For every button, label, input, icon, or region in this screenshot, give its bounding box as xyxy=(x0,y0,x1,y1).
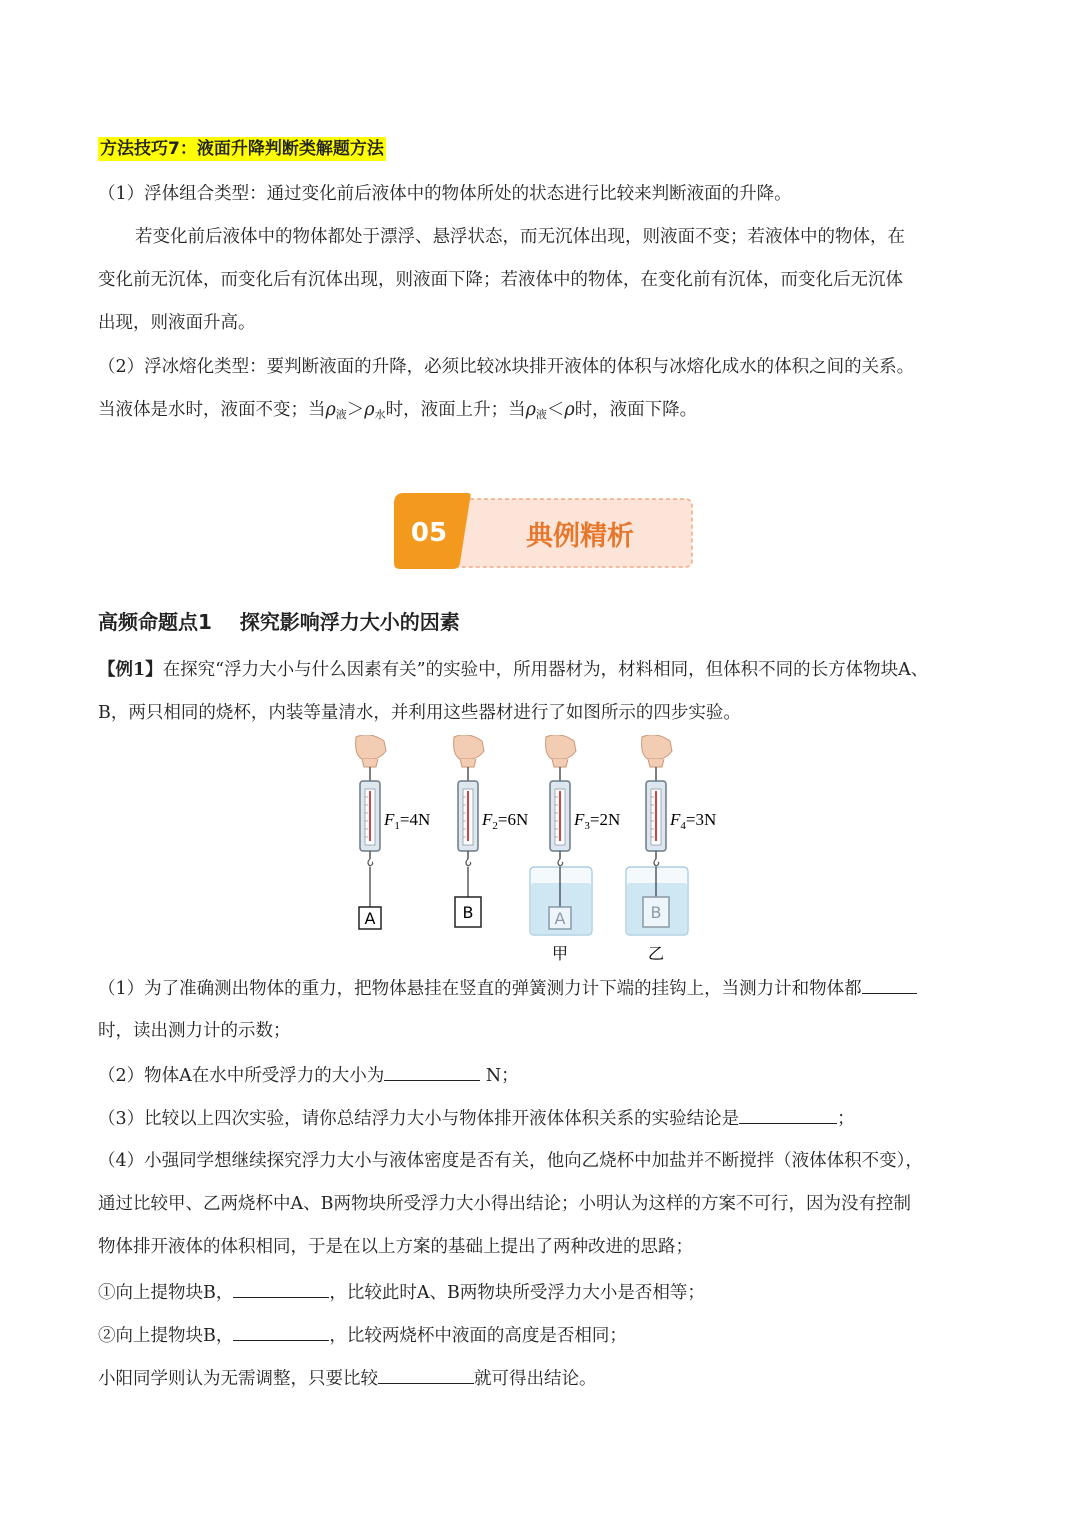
question-2-text: （2）物体A在水中所受浮力的大小为 xyxy=(98,1066,385,1086)
section-banner xyxy=(390,489,696,573)
method-p2c: 出现，则液面升高。 xyxy=(98,313,256,333)
method-p1: （1）浮体组合类型：通过变化前后液体中的物体所处的状态进行比较来判断液面的升降。 xyxy=(98,184,792,204)
force-symbol: F xyxy=(482,810,493,829)
answer-blank-7[interactable] xyxy=(378,1365,474,1384)
question-6-text: ②向上提物块B， xyxy=(98,1326,234,1346)
question-7-end: 就可得出结论。 xyxy=(474,1369,597,1389)
gt-symbol: ＞ xyxy=(346,400,365,420)
question-2-unit: N； xyxy=(480,1066,519,1086)
question-6-end: ，比较两烧杯中液面的高度是否相同； xyxy=(329,1326,627,1346)
rho-symbol: ρ xyxy=(364,400,375,420)
force-label-2 xyxy=(481,810,528,832)
beaker-jia-label: 甲 xyxy=(551,944,569,963)
rho-symbol: ρ xyxy=(325,400,336,420)
force-subscript: 4 xyxy=(680,820,686,832)
rho-subscript: 水 xyxy=(374,408,386,421)
banner-title: 典例精析 xyxy=(526,521,634,552)
rho-subscript: 液 xyxy=(335,408,347,421)
question-3-text: （3）比较以上四次实验，请你总结浮力大小与物体排开液体体积关系的实验结论是 xyxy=(98,1109,740,1129)
answer-blank-1[interactable] xyxy=(862,975,917,994)
question-1-text: （1）为了准确测出物体的重力，把物体悬挂在竖直的弹簧测力计下端的挂钩上，当测力计和物体都 xyxy=(98,979,862,999)
answer-blank-3[interactable] xyxy=(739,1105,837,1124)
force-value-3: =2N xyxy=(589,810,621,829)
force-label-3 xyxy=(573,810,620,832)
force-subscript: 2 xyxy=(492,820,498,832)
example-line2: B，两只相同的烧杯，内装等量清水，并利用这些器材进行了如图所示的四步实验。 xyxy=(98,703,741,723)
method-p3: （2）浮冰熔化类型：要判断液面的升降，必须比较冰块排开液体的体积与冰熔化成水的体积之间的关系。 xyxy=(98,357,915,377)
method-p2a: 若变化前后液体中的物体都处于漂浮、悬浮状态，而无沉体出现，则液面不变；若液体中的物体，在 xyxy=(135,227,905,247)
method-p2b: 变化前无沉体，而变化后有沉体出现，则液面下降；若液体中的物体，在变化前有沉体，而变化后无沉体 xyxy=(98,270,903,290)
lt-symbol: ＜ xyxy=(546,400,565,420)
block-b-label: B xyxy=(462,903,474,922)
experiment-figure xyxy=(350,735,740,965)
force-symbol: F xyxy=(670,810,681,829)
section-heading: 高频命题点1 探究影响浮力大小的因素 xyxy=(98,610,460,634)
question-1-line1 xyxy=(98,975,917,1001)
answer-blank-5[interactable] xyxy=(233,1279,329,1298)
answer-blank-2[interactable] xyxy=(384,1062,480,1081)
block-a-submerged-label: A xyxy=(554,909,566,928)
question-3 xyxy=(98,1105,855,1131)
force-label-1 xyxy=(383,810,430,832)
question-4-line3: 物体排开液体的体积相同，于是在以上方案的基础上提出了两种改进的思路； xyxy=(98,1237,693,1257)
method-title-line xyxy=(98,137,386,161)
spring-scale-1 xyxy=(356,735,431,929)
question-7-text: 小阳同学则认为无需调整，只要比较 xyxy=(98,1369,378,1389)
rho-subscript: 液 xyxy=(535,408,547,421)
block-b-submerged-label: B xyxy=(650,903,662,922)
force-symbol: F xyxy=(384,810,395,829)
spring-scale-3 xyxy=(530,735,620,963)
question-5-text: ①向上提物块B， xyxy=(98,1283,234,1303)
p4-text-c: 时，液面下降。 xyxy=(574,400,698,420)
beaker-yi-label: 乙 xyxy=(647,944,665,963)
force-value-1: =4N xyxy=(399,810,431,829)
spring-scale-4 xyxy=(626,735,716,963)
question-7 xyxy=(98,1365,597,1391)
method-title: 方法技巧7：液面升降判断类解题方法 xyxy=(100,139,384,159)
force-value-2: =6N xyxy=(497,810,529,829)
p4-text-a: 当液体是水时，液面不变；当 xyxy=(98,400,326,420)
answer-blank-6[interactable] xyxy=(233,1322,329,1341)
question-4-line2: 通过比较甲、乙两烧杯中A、B两物块所受浮力大小得出结论；小明认为这样的方案不可行，因为没有控制 xyxy=(98,1194,911,1214)
question-2 xyxy=(98,1062,519,1088)
method-p4 xyxy=(98,398,697,427)
example-text: 在探究“浮力大小与什么因素有关”的实验中，所用器材为，材料相同，但体积不同的长方体物块A、 xyxy=(162,660,929,680)
example-label: 【例1】 xyxy=(98,660,163,680)
force-value-4: =3N xyxy=(685,810,717,829)
p4-text-b: 时，液面上升；当 xyxy=(385,400,526,420)
spring-scale-2 xyxy=(454,735,529,927)
banner-number: 05 xyxy=(410,518,448,548)
force-symbol: F xyxy=(574,810,585,829)
rho-symbol: ρ xyxy=(525,400,536,420)
question-6 xyxy=(98,1322,627,1348)
force-subscript: 1 xyxy=(394,820,400,832)
block-a-label: A xyxy=(364,909,376,928)
question-1-line2: 时，读出测力计的示数； xyxy=(98,1021,291,1041)
force-subscript: 3 xyxy=(584,820,590,832)
rho-symbol: ρ xyxy=(564,400,575,420)
force-label-4 xyxy=(669,810,716,832)
question-4-line1: （4）小强同学想继续探究浮力大小与液体密度是否有关，他向乙烧杯中加盐并不断搅拌（液体体积不变）， xyxy=(98,1151,923,1171)
question-5-end: ，比较此时A、B两物块所受浮力大小是否相等； xyxy=(329,1283,705,1303)
example-line1 xyxy=(98,658,928,682)
question-3-end: ； xyxy=(837,1109,855,1129)
question-5 xyxy=(98,1279,705,1305)
